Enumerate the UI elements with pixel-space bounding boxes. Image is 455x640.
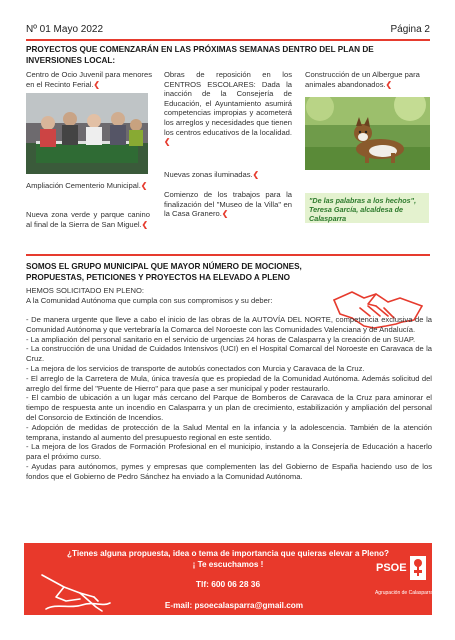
col3-item1-text: Construcción de un Albergue para animales abandonados. — [305, 70, 420, 89]
list-item: - La ampliación del personal sanitario en el servicio de urgencias 24 horas de Calasparra y la creación de un SUAP. — [26, 334, 416, 344]
list-item: - Ayudas para autónomos, pymes y empresas que complementen las del Gobierno de España haciendo uso de los fondos que el Gobierno de Pedro Sánchez ha enviado a la Comunidad Autónoma. — [26, 461, 432, 481]
mayor-quote — [305, 193, 429, 223]
col2-item2-text: Nuevas zonas iluminadas. — [164, 170, 253, 179]
list-item: - El arreglo de la Carretera de Mula, única travesía que es propiedad de la Comunidad Autónoma. Además solicitud del arreglo del firme del "Puente de Hierro" para que pase a ser municipal y poder restaurarlo. — [26, 373, 432, 393]
col1-item3 — [26, 210, 150, 229]
psoe-logo-word: PSOE — [376, 562, 407, 574]
section1-title — [26, 45, 436, 66]
section2-title-line2: PROPUESTAS, PETICIONES Y PROYECTOS HA ELEVADO A PLENO — [26, 272, 291, 282]
footer-phone: Tlf: 600 06 28 36 — [195, 579, 261, 589]
col1-item3-text: Nueva zona verde y parque canino al final de la Sierra de San Miguel. — [26, 210, 150, 229]
red-arrow-icon: ❮ — [141, 219, 149, 229]
section1-title-line2: INVERSIONES LOCAL: — [26, 55, 116, 65]
section2-intro2: A la Comunidad Autónoma que cumpla con sus compromisos y su deber: — [26, 295, 273, 305]
animal-shelter-photo — [305, 97, 430, 170]
footer-question: ¿Tienes alguna propuesta, idea o tema de importancia que quieras elevar a Pleno? — [67, 549, 389, 558]
section2-intro — [26, 286, 326, 306]
psoe-logo — [374, 550, 434, 598]
red-arrow-icon: ❮ — [164, 137, 171, 147]
col2-item3-text: Comienzo de los trabajos para la finalización del "Museo de la Villa" en la Casa Granero. — [164, 190, 292, 219]
col1-item2-text: Ampliación Cementerio Municipal. — [26, 181, 141, 190]
footer-question-line2: ¡ Te escuchamos ! — [192, 560, 264, 569]
col3-item1 — [305, 70, 431, 89]
list-item: - La mejora de los Grados de Formación Profesional en el municipio, instando a la Consejería de Educación a hacerlo para el próximo curso. — [26, 442, 432, 462]
psoe-logo-sub: Agrupación de Calasparra — [374, 590, 434, 596]
section1-title-line1: PROYECTOS QUE COMENZARÁN EN LAS PRÓXIMAS SEMANAS DENTRO DEL PLAN DE — [26, 45, 374, 54]
section2-title-line1: SOMOS EL GRUPO MUNICIPAL QUE MAYOR NÚMERO DE MOCIONES, — [26, 262, 302, 271]
section2-intro1: HEMOS SOLICITADO EN PLENO: — [26, 286, 145, 295]
petitions-list — [26, 315, 432, 482]
col2-item2 — [164, 170, 292, 180]
contact-footer — [24, 543, 432, 615]
list-item: - Adopción de medidas de protección de la Salud Mental en la infancia y la adolescencia. También de la atención temprana, instando al aumento del presupuesto regional en este sentido. — [26, 422, 432, 442]
red-arrow-icon: ❮ — [385, 79, 393, 89]
youth-center-photo — [26, 93, 148, 174]
issue-label: Nº 01 Mayo 2022 — [26, 24, 104, 35]
list-item: - La construcción de una Unidad de Cuidados Intensivos (UCI) en el Hospital Comarcal del Noroeste en Caravaca de la Cruz. — [26, 344, 432, 364]
col2-item3 — [164, 190, 292, 219]
col2-item1-text: Obras de reposición en los CENTROS ESCOLARES: Dada la inacción de la Consejería de Educación, el Ayuntamiento asumirá competencias impropias y acometerá los arreglos y necesidades que tienen los centros educativos de la localidad. — [164, 70, 292, 137]
list-item: - De manera urgente que lleve a cabo el inicio de las obras de la AUTOVÍA DEL NORTE, competencia exclusiva de la Comunidad Autónoma y que vertebraría la Comarca del Noroeste con las Comunidades Valenciana y de Andalucía. — [26, 315, 432, 334]
footer-email[interactable]: E-mail: psoecalasparra@gmail.com — [164, 601, 304, 610]
col1-item1-text: Centro de Ocio Juvenil para menores en el Recinto Ferial. — [26, 70, 152, 89]
header-divider — [26, 39, 430, 41]
section2-title — [26, 262, 326, 283]
dog-on-grass-image — [305, 97, 430, 170]
col2-item1 — [164, 70, 292, 147]
page-header — [26, 24, 430, 38]
mayor-quote-text: "De las palabras a los hechos", Teresa García, alcaldesa de Calasparra — [309, 196, 417, 223]
section-divider — [26, 254, 430, 256]
red-arrow-icon: ❮ — [140, 181, 148, 190]
red-arrow-icon: ❮ — [221, 209, 229, 219]
red-arrow-icon: ❮ — [252, 170, 260, 179]
list-item: - La mejora de los servicios de transporte de autobús conectados con Murcia y Caravaca de la Cruz. — [26, 363, 365, 373]
fist-rose-icon — [410, 556, 426, 580]
list-item: - El cambio de ubicación a un lugar más cercano del Parque de Bomberos de Caravaca de la Cruz para aminorar el tiempo de respuesta ante un incendio en Calasparra y un plan de crecimiento, estabilización y ampliación del personal del Consorcio de Extinción de Incendios. — [26, 393, 432, 422]
page-number: Página 2 — [390, 24, 430, 35]
col1-item1 — [26, 70, 152, 89]
col1-item2 — [26, 181, 150, 191]
red-arrow-icon: ❮ — [93, 79, 100, 89]
foosball-kids-image — [26, 93, 148, 174]
